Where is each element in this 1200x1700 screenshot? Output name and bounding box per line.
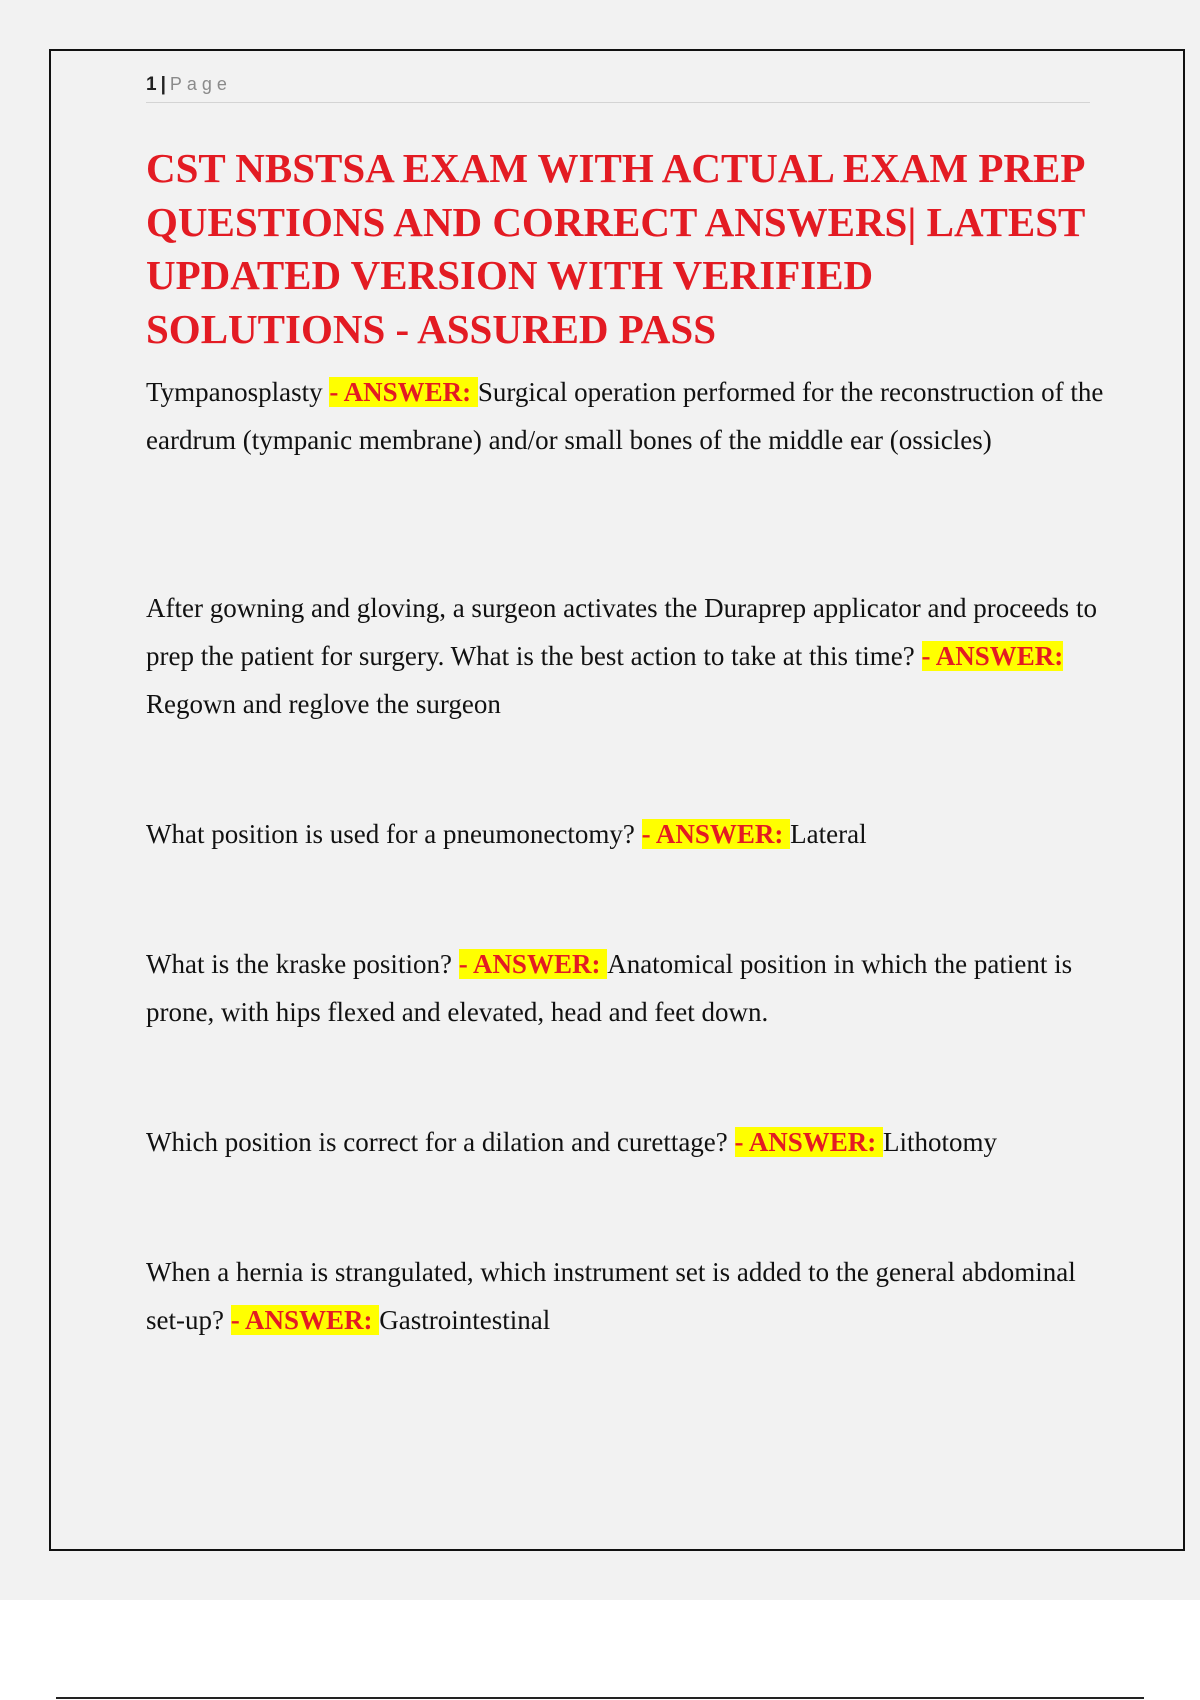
page-label: Page [169, 74, 232, 94]
document-title: CST NBSTSA EXAM WITH ACTUAL EXAM PREP QUESTIONS AND CORRECT ANSWERS| LATEST UPDATED VERSION WITH VERIFIED SOLUTIONS - ASSURED PASS [146, 145, 1085, 352]
qa-list [146, 368, 1106, 1344]
question-text: What is the kraske position? [146, 949, 459, 979]
answer-marker: - ANSWER: [734, 1127, 884, 1157]
question-text: After gowning and gloving, a surgeon activates the Duraprep applicator and proceeds to prep the patient for surgery. What is the best action to take at this time? [146, 593, 1097, 671]
qa-item [146, 368, 1106, 464]
qa-item [146, 940, 1106, 1036]
answer-text: Anatomical position in which the patient is prone, with hips flexed and elevated, head and feet down. [146, 949, 1073, 1027]
page-separator: | [160, 74, 166, 95]
answer-marker: - ANSWER: [921, 641, 1064, 671]
qa-item [146, 1118, 1106, 1166]
page-header [146, 72, 1090, 103]
qa-item [146, 810, 1106, 858]
question-text: When a hernia is strangulated, which instrument set is added to the general abdominal set-up? [146, 1257, 1076, 1335]
qa-item [146, 584, 1106, 728]
answer-marker: - ANSWER: [458, 949, 608, 979]
question-text: What position is used for a pneumonectomy? [146, 819, 642, 849]
answer-text: Regown and reglove the surgeon [146, 689, 501, 719]
question-text: Which position is correct for a dilation and curettage? [146, 1127, 735, 1157]
answer-text: Gastrointestinal [379, 1305, 551, 1335]
answer-marker: - ANSWER: [230, 1305, 380, 1335]
answer-marker: - ANSWER: [329, 377, 478, 407]
page-number: 1 [146, 74, 157, 95]
answer-text: Surgical operation performed for the reconstruction of the eardrum (tympanic membrane) and/or small bones of the middle ear (ossicles) [146, 377, 1104, 455]
question-text: Tympanosplasty [146, 377, 330, 407]
bottom-divider [56, 1697, 1144, 1699]
qa-item [146, 1248, 1106, 1344]
answer-text: Lateral [790, 819, 867, 849]
answer-text: Lithotomy [883, 1127, 998, 1157]
answer-marker: - ANSWER: [641, 819, 791, 849]
